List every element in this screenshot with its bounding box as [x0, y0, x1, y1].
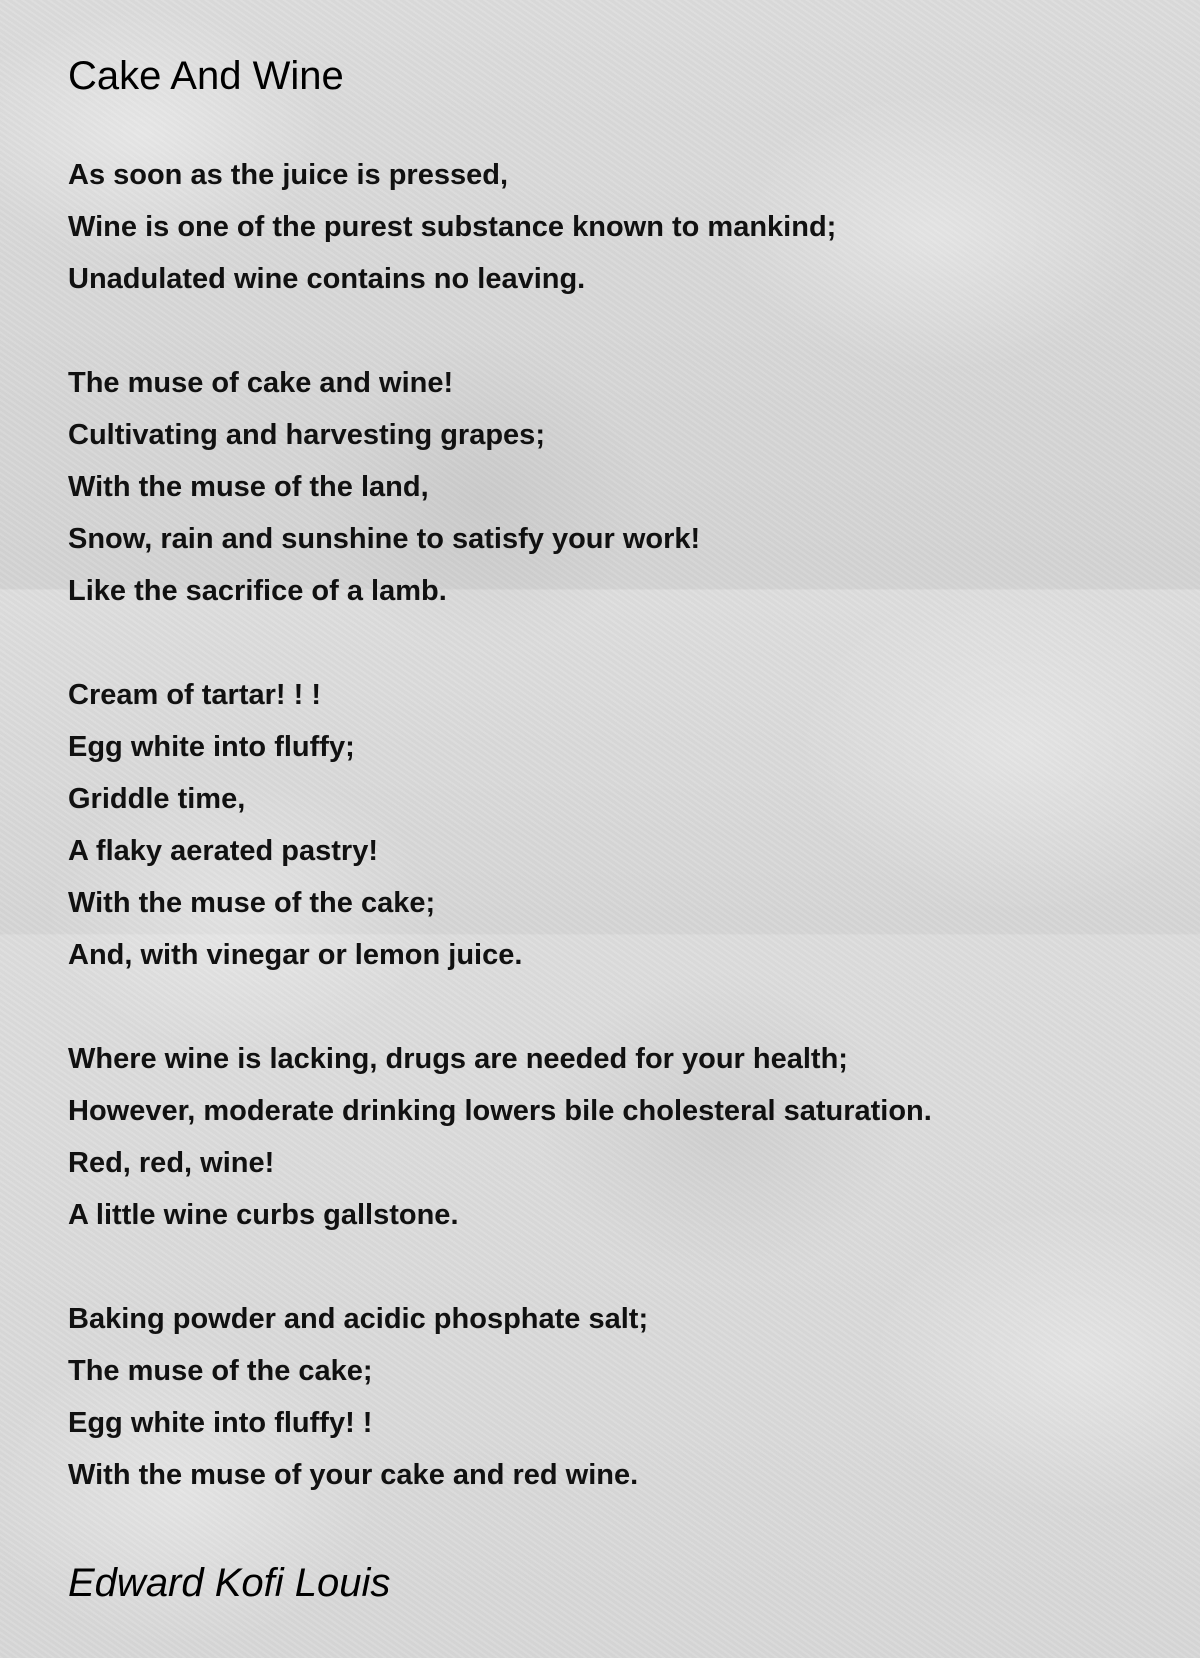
poem-line: A flaky aerated pastry! [68, 835, 379, 867]
poem-line: With the muse of the land, [68, 471, 429, 503]
stanza-1 [68, 149, 1168, 305]
stanza-5 [68, 1293, 1168, 1501]
stanza-3 [68, 669, 1168, 981]
poem-line: Like the sacrifice of a lamb. [68, 575, 447, 607]
poem-line: With the muse of your cake and red wine. [68, 1459, 639, 1491]
poem-line: Griddle time, [68, 783, 246, 815]
poem-line: A little wine curbs gallstone. [68, 1199, 459, 1231]
poem-line: With the muse of the cake; [68, 887, 436, 919]
poem-line: Cultivating and harvesting grapes; [68, 419, 545, 451]
poem-line: Unadulated wine contains no leaving. [68, 263, 586, 295]
poem-line: Baking powder and acidic phosphate salt; [68, 1303, 649, 1335]
poem-line: The muse of the cake; [68, 1355, 373, 1387]
stanza-4 [68, 1033, 1168, 1241]
poem-line: However, moderate drinking lowers bile cholesteral saturation. [68, 1095, 932, 1127]
poem-line: Egg white into fluffy; [68, 731, 355, 763]
poem-line: The muse of cake and wine! [68, 367, 454, 399]
poem-line: Where wine is lacking, drugs are needed for your health; [68, 1043, 848, 1075]
poem-body [68, 149, 1168, 1553]
poem-line: Wine is one of the purest substance known to mankind; [68, 211, 837, 243]
poem-line: Snow, rain and sunshine to satisfy your work! [68, 523, 701, 555]
poem-author: Edward Kofi Louis [68, 1561, 391, 1605]
poem-line: As soon as the juice is pressed, [68, 159, 508, 191]
poem-line: Red, red, wine! [68, 1147, 275, 1179]
poem-line: And, with vinegar or lemon juice. [68, 939, 523, 971]
stanza-2 [68, 357, 1168, 617]
poem-line: Cream of tartar! ! ! [68, 679, 321, 711]
poem-line: Egg white into fluffy! ! [68, 1407, 373, 1439]
poem-title: Cake And Wine [68, 54, 344, 98]
